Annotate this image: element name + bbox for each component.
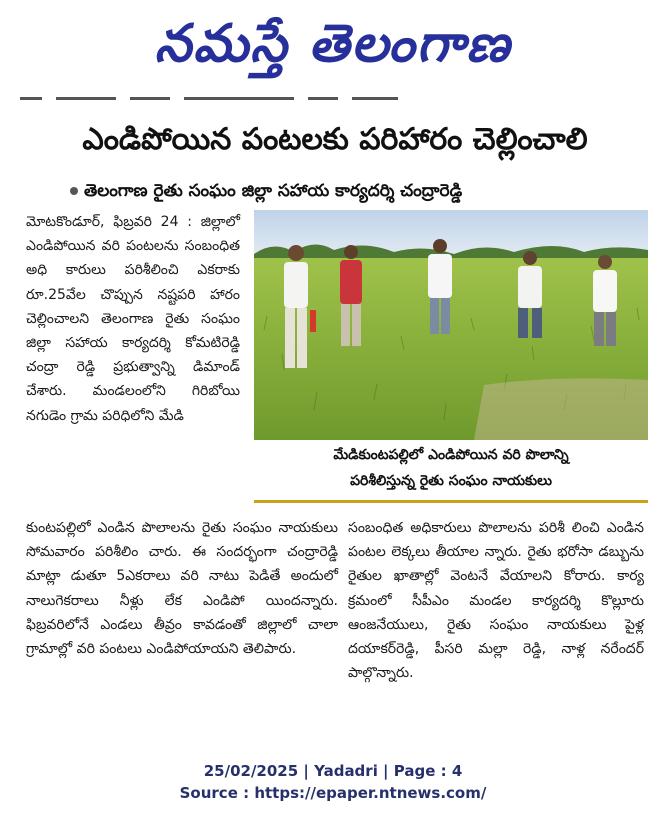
article-body-top: మోటకొండూర్, ఫిబ్రవరి 24 : జిల్లాలో ఎండిపోయిన వరి పంటలను సంబంధిత అధి కారులు పరిశీలించి ఎకరాకు రూ.25వేల చొప్పున నష్టపరి హారం చెల్లించాలని తెలంగాణ రైతు సంఘం జిల్లా సహాయ కార్యదర్శి కోమటిరెడ్డి చంద్రా రెడ్డి ప్రభుత్వాన్ని డిమాండ్ చేశారు. మండలంలోని గిరిబోయి నగుడెం గ్రామ పరిధిలోని మేడి [26,214,240,424]
article-subhead [70,178,630,204]
newspaper-masthead: నమస్తే తెలంగాణ [154,14,512,74]
article-body-left-column: కుంటపల్లిలో ఎండిన పొలాలను రైతు సంఘం నాయకులు సోమవారం పరిశీలిం చారు. ఈ సందర్భంగా చంద్రారెడ్డి మాట్లా డుతూ 5ఎకరాలు వరి నాటు పెడితే అందులో నాలుగెకరాలు నీళ్లు లేక ఎండిపో యిందన్నారు. ఫిబ్రవరిలోనే ఎండలు తీవ్రం కావడంతో జిల్లాలో చాలా గ్రామాల్లో వరి పంటలు ఎండిపోయాయని తెలిపారు. [26,520,338,658]
page-footer [0,760,666,804]
photo-caption [254,442,648,503]
news-photo [254,210,648,440]
article-body-right-column: సంబంధిత అధికారులు పొలాలను పరిశీ లించి ఎండిన పంటల లెక్కలు తీయాల న్నారు. రైతు భరోసా డబ్బును రైతుల ఖాతాల్లో వెంటనే వేయాలని కోరారు. కార్య క్రమంలో సీపీఎం మండల కార్యదర్శి కొల్లూరు ఆంజనేయులు, రైతు సంఘం నాయకులు పైళ్ల దయాకర్‌రెడ్డి, పీసరి మల్లా రెడ్డి, నాళ్ల నరేందర్ పాల్గొన్నారు. [348,520,644,682]
cut-off-text-line [20,97,440,105]
dateline: 25/02/2025 | Yadadri | Page : 4 [203,762,463,780]
source-link[interactable]: Source : https://epaper.ntnews.com/ [179,784,487,802]
caption-line-1: మేడికుంటపల్లిలో ఎండిపోయిన వరి పొలాన్ని [333,447,569,463]
article-headline: ఎండిపోయిన పంటలకు పరిహారం చెల్లించాలి [82,122,588,157]
subhead-text: తెలంగాణ రైతు సంఘం జిల్లా సహాయ కార్యదర్శి చంద్రారెడ్డి [84,181,463,201]
caption-line-2: పరిశీలిస్తున్న రైతు సంఘం నాయకులు [350,473,552,489]
bullet-icon [70,187,78,195]
farmers-in-paddy-field-image [254,210,648,440]
